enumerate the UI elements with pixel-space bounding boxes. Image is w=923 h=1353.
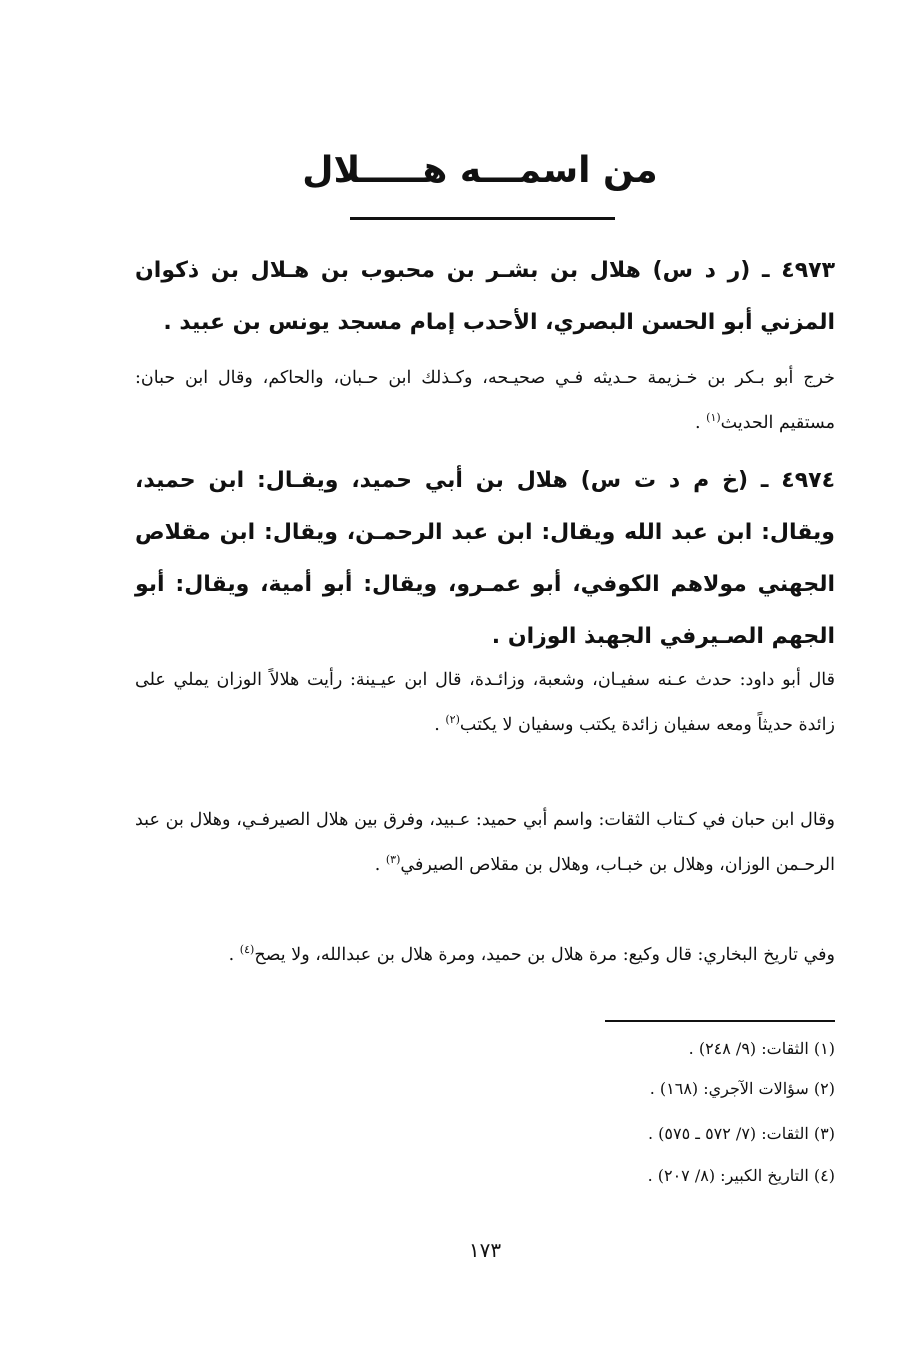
footnote-2: (٢) سؤالات الآجري: (١٦٨) . — [649, 1079, 835, 1098]
footnote-ref: (١) — [706, 411, 721, 424]
footnote-ref: (٢) — [445, 713, 460, 726]
paragraph-text: قال أبو داود: حدث عـنه سفيـان، وشعبة، وزائـدة، قال ابن عيـينة: رأيت هلالاً الوزان يملي على زائدة حديثاً ومعه سفيان زائدة يكتب وسفيان لا يكتب — [135, 670, 835, 735]
footnote-3: (٣) الثقات: (٧/ ٥٧٢ ـ ٥٧٥) . — [648, 1124, 835, 1143]
entry-heading-4974: ٤٩٧٤ ـ (خ م د ت س) هلال بن أبي حميد، ويقـال: ابن حميد، ويقال: ابن عبد الله ويقال: ابن عبد الرحمـن، ويقال: ابن مقلاص الجهني مولاهم الكوفي، أبو عمـرو، ويقال: أبو أمية، ويقال: أبو الجهم الصـيرفي الجهبذ الوزان . — [135, 468, 835, 649]
footnote-ref: (٣) — [385, 853, 401, 866]
entry-heading-4973: ٤٩٧٣ ـ (ر د س) هلال بن بشـر بن محبوب بن هـلال بن ذكوان المزني أبو الحسن البصري، الأحدب إمام مسجد يونس بن عبيد . — [135, 258, 835, 335]
paragraph-tail: . — [695, 412, 707, 433]
paragraph-text: وقال ابن حبان في كـتاب الثقات: واسم أبي حميد: عـبيد، وفرق بين هلال الصيرفـي، وهلال بن عبد الرحـمن الوزان، وهلال بن خبـاب، وهلال بن مقلاص الصيرفي — [135, 810, 835, 875]
paragraph-text: خرج أبو بـكر بن خـزيمة حـديثه فـي صحيـحه، وكـذلك ابن حـبان، والحاكم، وقال ابن حبان: مستقيم الحديث — [135, 368, 835, 433]
entry-paragraph — [135, 930, 835, 975]
entry-paragraph — [135, 358, 835, 443]
entry-paragraph — [135, 660, 835, 745]
paragraph-tail: . — [374, 854, 386, 875]
paragraph-tail: . — [228, 944, 240, 965]
page-number: ١٧٣ — [468, 1238, 502, 1262]
paragraph-tail: . — [434, 714, 446, 735]
footnote-ref: (٤) — [239, 943, 255, 956]
footnote-1: (١) الثقات: (٩/ ٢٤٨) . — [688, 1039, 835, 1058]
entry-paragraph — [135, 800, 835, 885]
section-title: من اسمـــه هـــــلال — [302, 150, 658, 191]
footnote-4: (٤) التاريخ الكبير: (٨/ ٢٠٧) . — [647, 1166, 835, 1185]
title-underline — [350, 217, 615, 220]
footnote-separator — [605, 1020, 835, 1022]
paragraph-text: وفي تاريخ البخاري: قال وكيع: مرة هلال بن حميد، ومرة هلال بن عبدالله، ولا يصح — [254, 944, 835, 965]
